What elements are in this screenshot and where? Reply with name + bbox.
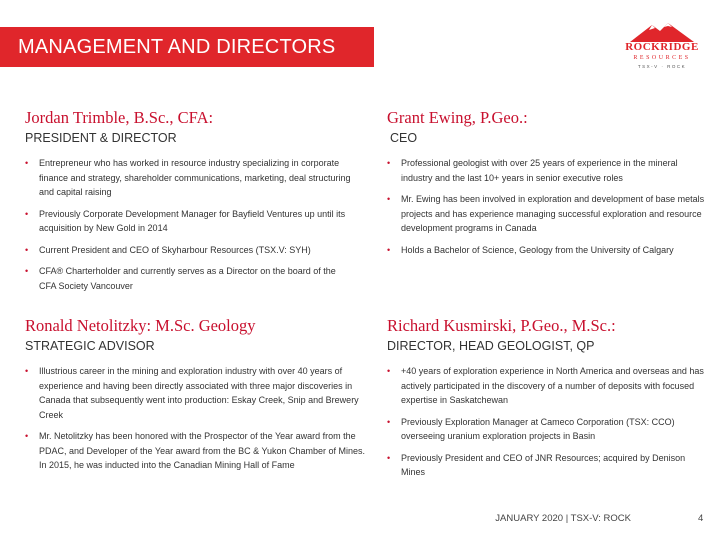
- person-ronald-netolitzky: [25, 316, 370, 480]
- person-name: Jordan Trimble, B.Sc., CFA:: [25, 108, 214, 127]
- bio-item: • +40 years of exploration experience in North America and overseas and has actively participated in the discovery of a number of deposits with focused expertise in Saskatchewan: [387, 364, 705, 408]
- bio-list: [387, 364, 705, 480]
- bio-item: • Mr. Ewing has been involved in exploration and development of base metals projects and has experience managing successful exploration and resource development programs in Canada: [387, 192, 705, 236]
- logo-subtitle: RESOURCES: [633, 55, 691, 61]
- mountain-icon: [630, 22, 694, 42]
- bio-item: • CFA® Charterholder and currently serves as a Director on the board of the CFA Society Vancouver: [25, 264, 355, 293]
- bio-item: • Holds a Bachelor of Science, Geology from the University of Calgary: [387, 243, 705, 258]
- person-jordan-trimble: [25, 108, 355, 300]
- bio-item: • Illustrious career in the mining and exploration industry with over 40 years of experience and having been directly associated with three major discoveries in Canada that subsequently went into production: Eskay Creek, Snip and Brewery Creek: [25, 364, 370, 422]
- person-name: Grant Ewing, P.Geo.:: [387, 108, 528, 127]
- person-title: DIRECTOR, HEAD GEOLOGIST, QP: [387, 339, 595, 353]
- bio-item: • Professional geologist with over 25 years of experience in the mineral industry and the last 10+ years in senior executive roles: [387, 156, 705, 185]
- person-richard-kusmirski: [387, 316, 705, 487]
- header-banner: [0, 27, 374, 67]
- person-name: Richard Kusmirski, P.Geo., M.Sc.:: [387, 316, 616, 335]
- person-title: CEO: [390, 131, 418, 145]
- bio-list: [25, 156, 355, 293]
- footer-text: JANUARY 2020 | TSX-V: ROCK: [495, 513, 631, 524]
- bio-item: • Mr. Netolitzky has been honored with the Prospector of the Year award from the PDAC, and Developer of the Year award from the BC & Yukon Chamber of Mines. In 2015, he was inducted into the Canadian Mining Hall of Fame: [25, 429, 370, 473]
- bio-item: • Entrepreneur who has worked in resource industry specializing in corporate finance and strategy, shareholder communications, marketing, deal structuring and capital raising: [25, 156, 355, 200]
- logo-name: ROCKRIDGE: [625, 41, 699, 53]
- bio-item: • Previously Corporate Development Manager for Bayfield Ventures up until its acquisition by New Gold in 2014: [25, 207, 355, 236]
- logo-ticker: TSX-V · ROCK: [637, 64, 687, 69]
- bio-list: [25, 364, 370, 473]
- bio-list: [387, 156, 705, 257]
- bio-item: • Previously President and CEO of JNR Resources; acquired by Denison Mines: [387, 451, 705, 480]
- person-title: STRATEGIC ADVISOR: [25, 339, 155, 353]
- person-title: PRESIDENT & DIRECTOR: [25, 131, 177, 145]
- bio-item: • Current President and CEO of Skyharbour Resources (TSX.V: SYH): [25, 243, 355, 258]
- person-name: Ronald Netolitzky: M.Sc. Geology: [25, 316, 256, 335]
- person-grant-ewing: [387, 108, 705, 264]
- page-number: 4: [698, 513, 704, 524]
- company-logo: [614, 22, 710, 74]
- bio-item: • Previously Exploration Manager at Cameco Corporation (TSX: CCO) overseeing uranium exploration projects in Basin: [387, 415, 705, 444]
- page-title: MANAGEMENT AND DIRECTORS: [18, 36, 336, 58]
